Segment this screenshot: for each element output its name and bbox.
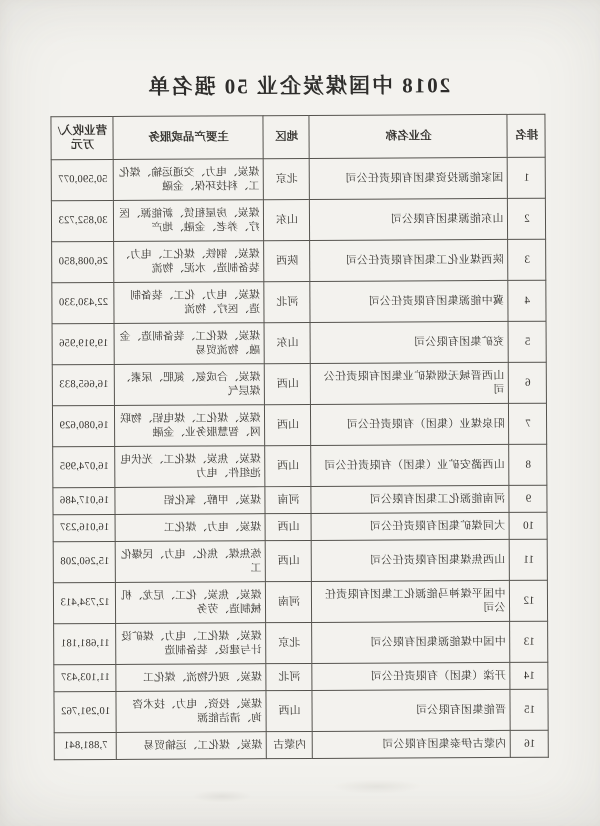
cell-region: 山西 bbox=[266, 540, 312, 581]
cell-rank: 14 bbox=[510, 662, 548, 689]
cell-rank: 5 bbox=[509, 321, 547, 362]
table-row bbox=[54, 689, 548, 733]
cell-revenue: 16,080,629 bbox=[53, 405, 115, 446]
cell-region: 内蒙古 bbox=[267, 731, 313, 758]
cell-rank: 12 bbox=[510, 580, 548, 621]
cell-revenue: 11,681,181 bbox=[54, 623, 116, 664]
cell-revenue: 12,734,413 bbox=[54, 582, 116, 623]
cell-region: 河北 bbox=[266, 663, 312, 690]
table-row bbox=[54, 539, 548, 583]
cell-rank: 6 bbox=[509, 362, 547, 403]
cell-rank: 4 bbox=[508, 280, 546, 321]
cell-revenue: 16,017,486 bbox=[53, 487, 115, 514]
header-name: 企业名称 bbox=[309, 114, 507, 158]
cell-company-name: 内蒙古伊泰集团有限公司 bbox=[313, 730, 511, 758]
cell-revenue: 30,852,723 bbox=[52, 200, 114, 241]
cell-rank: 2 bbox=[508, 198, 546, 239]
cell-products: 煤炭、煤化工、运输贸易 bbox=[117, 732, 267, 760]
cell-region: 山东 bbox=[264, 199, 310, 240]
cell-company-name: 阳泉煤业（集团）有限责任公司 bbox=[311, 403, 509, 445]
header-products: 主要产品或服务 bbox=[113, 116, 263, 160]
cell-products: 炼焦煤、焦化、电力、民爆化工 bbox=[116, 541, 266, 583]
cell-region: 河南 bbox=[265, 486, 311, 513]
cell-company-name: 晋能集团有限公司 bbox=[312, 689, 510, 731]
scan-smudge bbox=[192, 790, 252, 802]
cell-revenue: 16,665,833 bbox=[53, 364, 115, 405]
table-row bbox=[55, 730, 549, 760]
cell-products: 煤炭、焦炭、煤化工、光伏电池组件、电力 bbox=[115, 446, 265, 488]
cell-region: 山西 bbox=[266, 513, 312, 540]
cell-company-name: 山东能源集团有限公司 bbox=[310, 198, 508, 240]
cell-region: 北京 bbox=[266, 622, 312, 663]
cell-revenue: 16,016,237 bbox=[54, 514, 116, 541]
table-row bbox=[52, 198, 546, 242]
table-row bbox=[53, 403, 547, 447]
table-row bbox=[53, 321, 547, 365]
cell-products: 煤炭、焦炭、化工、尼龙、机械制造、劳务 bbox=[116, 582, 266, 624]
table-row bbox=[53, 444, 547, 488]
cell-company-name: 中国平煤神马能源化工集团有限责任公司 bbox=[312, 580, 510, 622]
cell-rank: 3 bbox=[508, 239, 546, 280]
cell-rank: 15 bbox=[510, 689, 548, 730]
cell-revenue: 50,590,077 bbox=[52, 159, 114, 200]
cell-rank: 13 bbox=[510, 621, 548, 662]
document-title: 2018 中国煤炭企业 50 强名单 bbox=[146, 73, 451, 99]
cell-revenue: 7,881,841 bbox=[55, 732, 117, 759]
cell-revenue: 22,430,330 bbox=[52, 282, 114, 323]
cell-revenue: 10,291,762 bbox=[54, 691, 116, 732]
cell-company-name: 中国中煤能源集团有限公司 bbox=[312, 621, 510, 663]
cell-company-name: 山西焦煤集团有限责任公司 bbox=[312, 539, 510, 581]
cell-rank: 8 bbox=[509, 444, 547, 485]
cell-products: 煤炭、合成氨、氮肥、尿素、煤层气 bbox=[115, 364, 265, 406]
cell-company-name: 国家能源投资集团有限责任公司 bbox=[310, 157, 508, 199]
header-rank: 排名 bbox=[507, 114, 545, 157]
cell-region: 山西 bbox=[265, 404, 311, 445]
cell-region: 北京 bbox=[264, 158, 310, 199]
cell-rank: 16 bbox=[511, 730, 549, 757]
coal-enterprises-table bbox=[51, 114, 549, 761]
cell-revenue: 15,260,208 bbox=[54, 541, 116, 582]
table-row bbox=[52, 157, 546, 201]
cell-products: 煤炭、电力、交通运输、煤化工、科技环保、金融 bbox=[114, 159, 264, 201]
table-header bbox=[51, 114, 545, 160]
cell-region: 山西 bbox=[265, 363, 311, 404]
cell-rank: 7 bbox=[509, 403, 547, 444]
cell-rank: 11 bbox=[510, 539, 548, 580]
cell-company-name: 兖矿集团有限公司 bbox=[311, 321, 509, 363]
cell-products: 煤炭、投资、电力、技术咨询、清洁能源 bbox=[116, 691, 266, 733]
table-row bbox=[54, 621, 548, 665]
cell-products: 煤炭、房屋租赁、新能源、医疗、养老、金融、地产 bbox=[114, 200, 264, 242]
header-row bbox=[51, 114, 545, 160]
cell-products: 煤炭、电力、化工、装备制造、医疗、物流 bbox=[114, 282, 264, 324]
cell-products: 煤炭、煤化工、煤电铝、物联网、智慧服务业、金融 bbox=[115, 405, 265, 447]
cell-products: 煤炭、煤化工、装备制造、金融、物流贸易 bbox=[115, 323, 265, 365]
cell-revenue: 16,074,995 bbox=[53, 446, 115, 487]
cell-region: 山西 bbox=[265, 445, 311, 486]
cell-region: 山东 bbox=[265, 322, 311, 363]
cell-company-name: 山西晋城无烟煤矿业集团有限责任公司 bbox=[311, 362, 509, 404]
cell-company-name: 大同煤矿集团有限责任公司 bbox=[312, 512, 510, 540]
cell-region: 河南 bbox=[266, 581, 312, 622]
header-revenue: 营业收入/万元 bbox=[51, 116, 113, 159]
table-row bbox=[52, 239, 546, 283]
cell-rank: 1 bbox=[508, 157, 546, 198]
cell-products: 煤炭、电力、煤化工 bbox=[116, 514, 266, 542]
table-row bbox=[54, 662, 548, 692]
cell-products: 煤炭、钢铁、煤化工、电力、装备制造、水泥、物流 bbox=[114, 241, 264, 283]
cell-region: 河北 bbox=[264, 281, 310, 322]
cell-revenue: 19,919,956 bbox=[53, 323, 115, 364]
cell-region: 山西 bbox=[266, 690, 312, 731]
cell-revenue: 11,103,437 bbox=[54, 664, 116, 691]
cell-rank: 10 bbox=[510, 512, 548, 539]
cell-revenue: 26,008,850 bbox=[52, 241, 114, 282]
scan-smudge bbox=[332, 779, 422, 793]
cell-company-name: 冀中能源集团有限责任公司 bbox=[310, 280, 508, 322]
cell-company-name: 山西潞安矿业（集团）有限责任公司 bbox=[311, 444, 509, 486]
table-row bbox=[54, 512, 548, 542]
cell-company-name: 河南能源化工集团有限公司 bbox=[311, 485, 509, 513]
cell-products: 煤炭、现代物流、煤化工 bbox=[116, 664, 266, 692]
cell-rank: 9 bbox=[509, 485, 547, 512]
header-region: 地区 bbox=[263, 115, 309, 158]
table-row bbox=[54, 580, 548, 624]
cell-products: 煤炭、煤化工、电力、煤矿设计与建设、装备制造 bbox=[116, 623, 266, 665]
cell-region: 陕西 bbox=[264, 240, 310, 281]
table-row bbox=[52, 280, 546, 324]
cell-company-name: 开滦（集团）有限责任公司 bbox=[312, 662, 510, 690]
table-body bbox=[52, 157, 549, 760]
cell-products: 煤炭、甲醇、氧化铝 bbox=[115, 487, 265, 515]
table-row bbox=[53, 362, 547, 406]
table-row bbox=[53, 485, 547, 515]
cell-company-name: 陕西煤业化工集团有限责任公司 bbox=[310, 239, 508, 281]
